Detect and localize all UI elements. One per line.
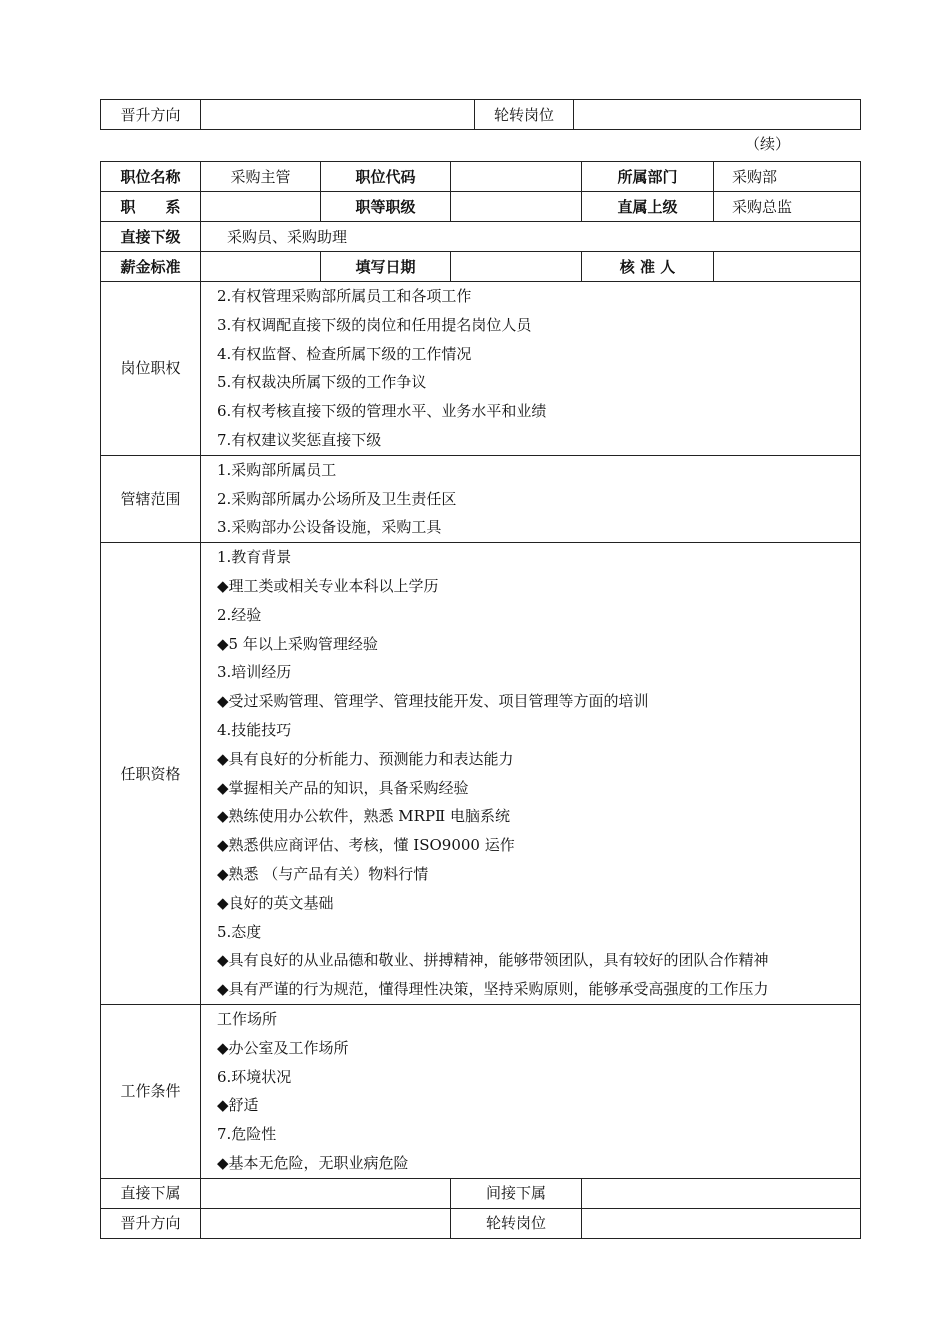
authority-item: 2.有权管理采购部所属员工和各项工作 bbox=[217, 287, 472, 305]
authority-item: 5.有权裁决所属下级的工作争议 bbox=[217, 373, 427, 392]
approver-label: 核 准 人 bbox=[582, 252, 714, 282]
authority-item: 7.有权建议奖惩直接下级 bbox=[217, 430, 382, 449]
condition-item: 6.环境状况 bbox=[217, 1067, 292, 1086]
qualification-item: ◆具有良好的从业品德和敬业、拼搏精神，能够带领团队，具有较好的团队合作精神 bbox=[217, 951, 769, 970]
position-code-label: 职位代码 bbox=[321, 162, 451, 192]
scope-list bbox=[201, 455, 861, 542]
date-value bbox=[451, 252, 582, 282]
qualification-item: ◆5 年以上采购管理经验 bbox=[217, 634, 378, 653]
subordinates-label: 直接下级 bbox=[101, 222, 201, 252]
authority-item: 6.有权考核直接下级的管理水平、业务水平和业绩 bbox=[217, 402, 547, 421]
supervisor-label: 直属上级 bbox=[582, 192, 714, 222]
qualifications-label: 任职资格 bbox=[101, 543, 201, 1005]
authority-list bbox=[201, 282, 861, 456]
promotion-label: 晋升方向 bbox=[101, 100, 201, 130]
indirect-sub-value bbox=[582, 1178, 861, 1208]
qualification-item: ◆良好的英文基础 bbox=[217, 893, 334, 912]
rotation-label: 轮转岗位 bbox=[475, 100, 574, 130]
qualification-item: 4.技能技巧 bbox=[217, 720, 292, 739]
condition-item: 工作场所 bbox=[217, 1009, 278, 1028]
grade-label: 职等职级 bbox=[321, 192, 451, 222]
authority-item: 3.有权调配直接下级的岗位和任用提名岗位人员 bbox=[217, 315, 532, 334]
department-label: 所属部门 bbox=[582, 162, 714, 192]
footer-promotion-value bbox=[201, 1208, 451, 1238]
qualification-item: ◆熟悉供应商评估、考核，懂 ISO9000 运作 bbox=[217, 836, 515, 855]
indirect-sub-label: 间接下属 bbox=[451, 1178, 582, 1208]
footer-promotion-label: 晋升方向 bbox=[101, 1208, 201, 1238]
qualification-item: ◆掌握相关产品的知识，具备采购经验 bbox=[217, 778, 469, 797]
qualification-item: ◆具有严谨的行为规范，懂得理性决策，坚持采购原则，能够承受高强度的工作压力 bbox=[217, 980, 769, 999]
continued-note: （续） bbox=[744, 135, 790, 153]
condition-item: 7.危险性 bbox=[217, 1125, 277, 1144]
condition-item: ◆舒适 bbox=[217, 1096, 259, 1115]
qualification-item: ◆理工类或相关专业本科以上学历 bbox=[217, 576, 439, 595]
authority-label: 岗位职权 bbox=[101, 282, 201, 456]
authority-item: 4.有权监督、检查所属下级的工作情况 bbox=[217, 344, 472, 363]
subordinates-value: 采购员、采购助理 bbox=[201, 222, 861, 252]
date-label: 填写日期 bbox=[321, 252, 451, 282]
qualification-item: ◆熟悉 （与产品有关）物料行情 bbox=[217, 864, 429, 883]
condition-item: ◆基本无危险，无职业病危险 bbox=[217, 1153, 409, 1172]
top-fragment-table bbox=[100, 99, 861, 130]
footer-rotation-label: 轮转岗位 bbox=[451, 1208, 582, 1238]
series-label: 职 系 bbox=[101, 192, 201, 222]
conditions-list bbox=[201, 1004, 861, 1178]
department-value: 采购部 bbox=[714, 162, 861, 192]
position-name-value: 采购主管 bbox=[201, 162, 321, 192]
salary-label: 薪金标准 bbox=[101, 252, 201, 282]
position-name-label: 职位名称 bbox=[101, 162, 201, 192]
job-description-table bbox=[100, 161, 861, 1239]
qualification-item: 2.经验 bbox=[217, 605, 262, 624]
footer-rotation-value bbox=[582, 1208, 861, 1238]
promotion-value bbox=[201, 100, 475, 130]
supervisor-value: 采购总监 bbox=[714, 192, 861, 222]
conditions-label: 工作条件 bbox=[101, 1004, 201, 1178]
qualification-item: ◆受过采购管理、管理学、管理技能开发、项目管理等方面的培训 bbox=[217, 692, 649, 711]
approver-value bbox=[714, 252, 861, 282]
direct-sub-label: 直接下属 bbox=[101, 1178, 201, 1208]
scope-item: 1.采购部所属员工 bbox=[217, 460, 337, 479]
scope-item: 3.采购部办公设备设施，采购工具 bbox=[217, 518, 442, 537]
grade-value bbox=[451, 192, 582, 222]
qualification-item: 3.培训经历 bbox=[217, 663, 292, 682]
qualification-item: ◆具有良好的分析能力、预测能力和表达能力 bbox=[217, 749, 514, 768]
qualifications-list bbox=[201, 543, 861, 1005]
condition-item: ◆办公室及工作场所 bbox=[217, 1038, 349, 1057]
salary-value bbox=[201, 252, 321, 282]
scope-label: 管辖范围 bbox=[101, 455, 201, 542]
series-value bbox=[201, 192, 321, 222]
position-code-value bbox=[451, 162, 582, 192]
scope-item: 2.采购部所属办公场所及卫生责任区 bbox=[217, 489, 457, 508]
qualification-item: 5.态度 bbox=[217, 922, 262, 941]
qualification-item: ◆熟练使用办公软件，熟悉 MRPⅡ 电脑系统 bbox=[217, 807, 511, 826]
rotation-value bbox=[574, 100, 861, 130]
direct-sub-value bbox=[201, 1178, 451, 1208]
qualification-item: 1.教育背景 bbox=[217, 548, 292, 567]
